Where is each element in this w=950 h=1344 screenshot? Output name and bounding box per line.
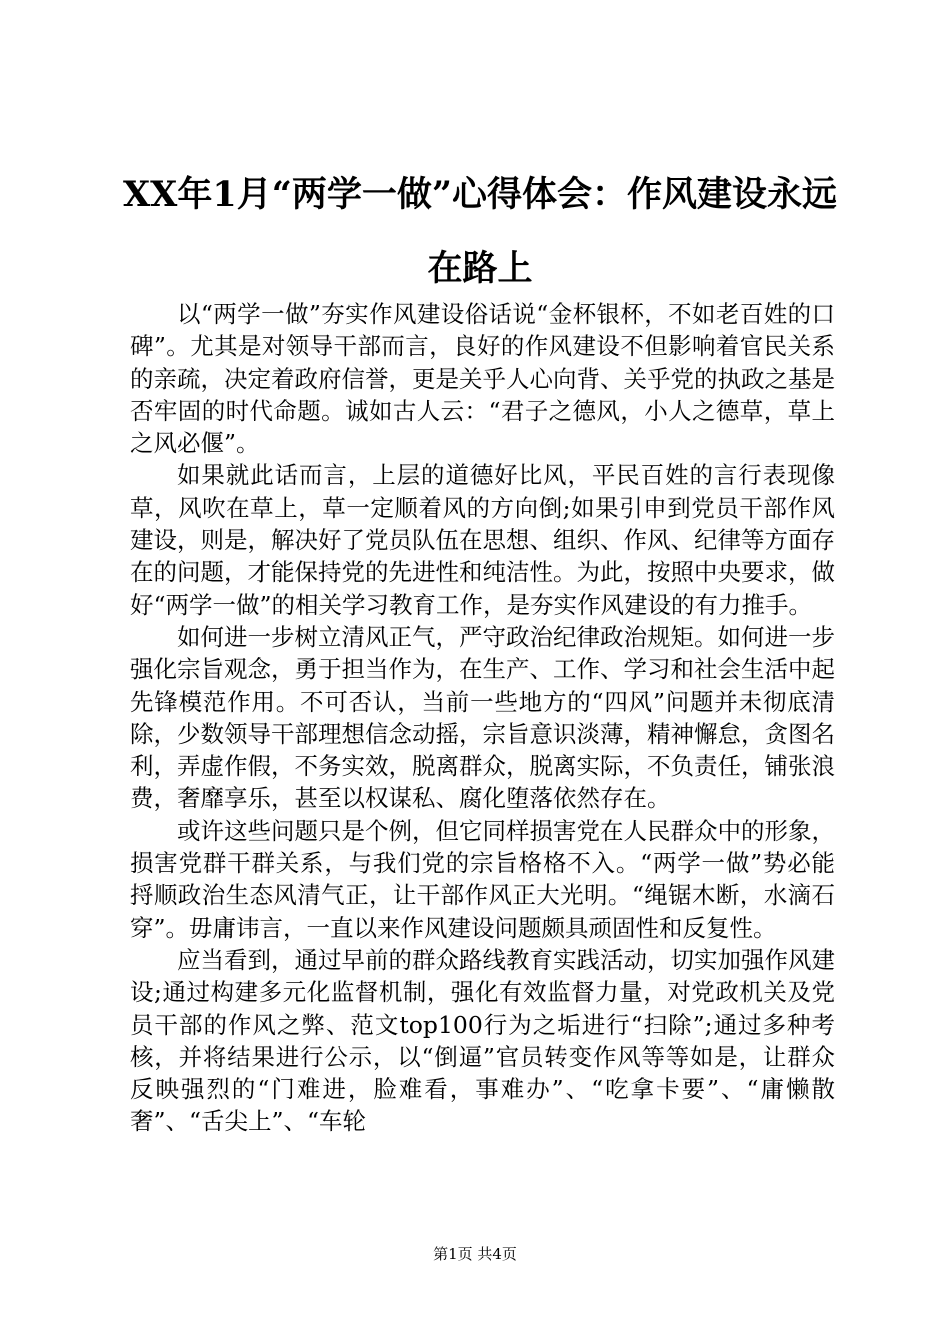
document-title: XX年1月“两学一做”心得体会：作风建设永远在路上 — [123, 174, 837, 289]
paragraph-5: 应当看到，通过早前的群众路线教育实践活动，切实加强作风建设;通过构建多元化监督机制，强化有效监督力量，对党政机关及党员干部的作风之弊、范文top100行为之垢进行“扫除”;通过多种考核，并将结果进行公示，以“倒逼”官员转变作风等等如是，让群众反映强烈的“门难进，脸难看，事难办”、“吃拿卡要”、“庸懒散奢”、“舌尖上”、“车轮 — [130, 945, 835, 1136]
paragraph-3: 如何进一步树立清风正气，严守政治纪律政治规矩。如何进一步强化宗旨观念，勇于担当作为，在生产、工作、学习和社会生活中起先锋模范作用。不可否认，当前一些地方的“四风”问题并未彻底清除，少数领导干部理想信念动摇，宗旨意识淡薄，精神懈怠，贪图名利，弄虚作假，不务实效，脱离群众，脱离实际，不负责任，铺张浪费，奢靡享乐，甚至以权谋私、腐化堕落依然存在。 — [130, 622, 835, 813]
page-number-footer: 第1页 共4页 — [433, 1245, 517, 1263]
paragraph-1: 以“两学一做”夯实作风建设俗话说“金杯银杯，不如老百姓的口碑”。尤其是对领导干部而言，良好的作风建设不但影响着官民关系的亲疏，决定着政府信誉，更是关乎人心向背、关乎党的执政之基是否牢固的时代命题。诚如古人云：“君子之德风，小人之德草，草上之风必偃”。 — [130, 300, 835, 458]
document-body — [130, 298, 835, 1138]
paragraph-2: 如果就此话而言，上层的道德好比风，平民百姓的言行表现像草，风吹在草上，草一定顺着风的方向倒;如果引申到党员干部作风建设，则是，解决好了党员队伍在思想、组织、作风、纪律等方面存在的问题，才能保持党的先进性和纯洁性。为此，按照中央要求，做好“两学一做”的相关学习教育工作，是夯实作风建设的有力推手。 — [130, 461, 835, 619]
paragraph-4: 或许这些问题只是个例，但它同样损害党在人民群众中的形象，损害党群干群关系，与我们党的宗旨格格不入。“两学一做”势必能捋顺政治生态风清气正，让干部作风正大光明。“绳锯木断，水滴石穿”。毋庸讳言，一直以来作风建设问题颇具顽固性和反复性。 — [130, 816, 835, 942]
